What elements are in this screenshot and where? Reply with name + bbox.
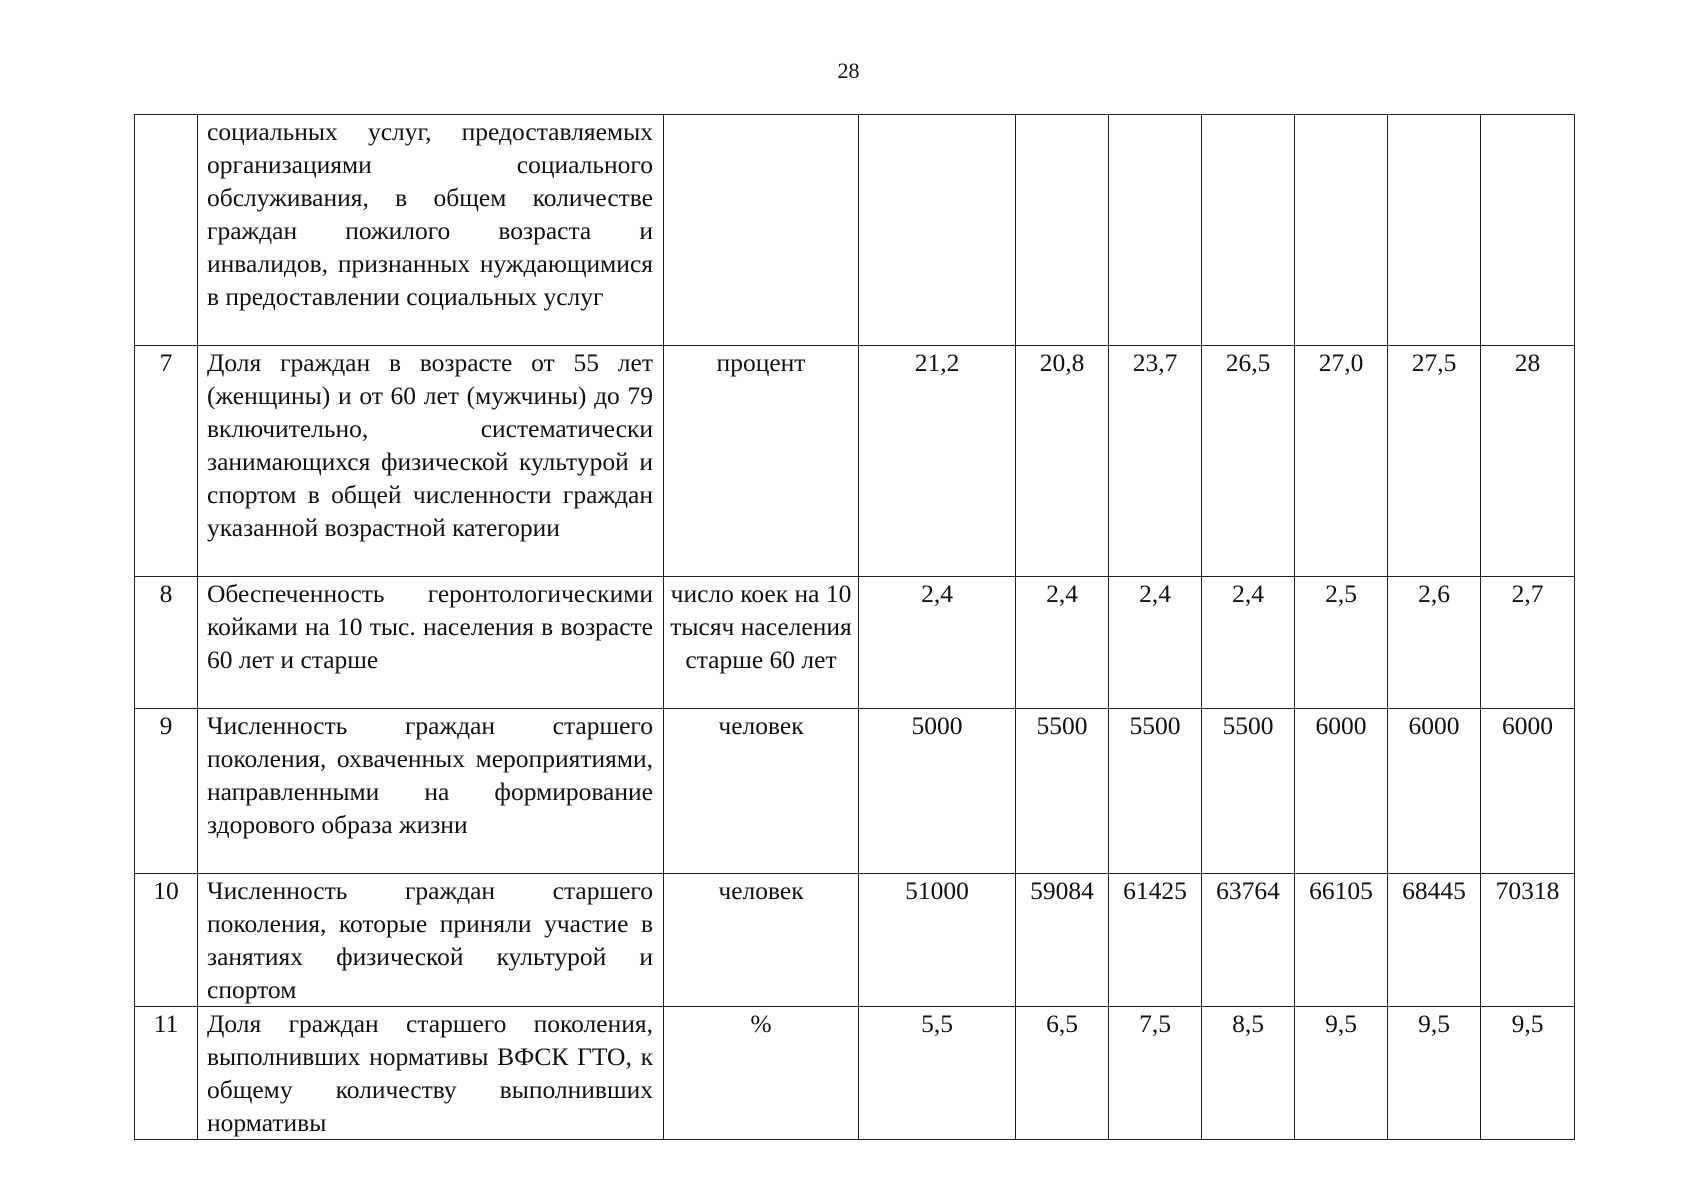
row-number-cell: 10: [135, 874, 198, 1007]
value-cell: [1388, 115, 1481, 346]
value-cell: 2,6: [1388, 577, 1481, 709]
value-cell: 2,5: [1295, 577, 1388, 709]
indicator-name-cell: [198, 709, 664, 874]
value-cell: 5000: [859, 709, 1016, 874]
value-cell: 2,4: [859, 577, 1016, 709]
value-cell: 2,7: [1481, 577, 1575, 709]
value-cell: 28: [1481, 346, 1575, 577]
value-cell: 2,4: [1016, 577, 1109, 709]
table-row: [135, 346, 1575, 577]
value-cell: 26,5: [1202, 346, 1295, 577]
unit-cell: %: [664, 1007, 859, 1140]
value-cell: 27,5: [1388, 346, 1481, 577]
table-row: [135, 874, 1575, 1007]
unit-cell: процент: [664, 346, 859, 577]
indicator-name: Доля граждан старшего поколения, выполнивших нормативы ВФСК ГТО, к общему количеству выполнивших нормативы: [207, 1009, 653, 1137]
row-number-cell: 8: [135, 577, 198, 709]
value-cell: 5,5: [859, 1007, 1016, 1140]
indicator-name-cell: [198, 1007, 664, 1140]
table-row: [135, 709, 1575, 874]
value-cell: 6,5: [1016, 1007, 1109, 1140]
row-number-cell: 9: [135, 709, 198, 874]
value-cell: [1109, 115, 1202, 346]
value-cell: 2,4: [1202, 577, 1295, 709]
value-cell: 6000: [1481, 709, 1575, 874]
table-row: [135, 577, 1575, 709]
value-cell: [1202, 115, 1295, 346]
value-cell: 70318: [1481, 874, 1575, 1007]
value-cell: 5500: [1109, 709, 1202, 874]
unit-cell: человек: [664, 709, 859, 874]
value-cell: 20,8: [1016, 346, 1109, 577]
indicator-name-cell: [198, 577, 664, 709]
value-cell: 27,0: [1295, 346, 1388, 577]
row-number-cell: 11: [135, 1007, 198, 1140]
value-cell: [859, 115, 1016, 346]
indicators-table: [134, 114, 1575, 1140]
table-row: [135, 115, 1575, 346]
unit-cell: [664, 115, 859, 346]
unit-cell: человек: [664, 874, 859, 1007]
value-cell: 23,7: [1109, 346, 1202, 577]
value-cell: 51000: [859, 874, 1016, 1007]
indicator-name-cell: [198, 874, 664, 1007]
indicator-name: Численность граждан старшего поколения, которые приняли участие в занятиях физической культурой и спортом: [207, 876, 653, 1004]
page-number: 28: [837, 58, 860, 83]
value-cell: 7,5: [1109, 1007, 1202, 1140]
value-cell: 63764: [1202, 874, 1295, 1007]
value-cell: 68445: [1388, 874, 1481, 1007]
row-number-cell: [135, 115, 198, 346]
value-cell: [1016, 115, 1109, 346]
value-cell: 2,4: [1109, 577, 1202, 709]
indicator-name: Обеспеченность геронтологическими койками на 10 тыс. населения в возрасте 60 лет и старше: [207, 579, 653, 674]
indicator-name-cell: [198, 346, 664, 577]
value-cell: 9,5: [1388, 1007, 1481, 1140]
value-cell: 21,2: [859, 346, 1016, 577]
value-cell: 61425: [1109, 874, 1202, 1007]
indicator-name: социальных услуг, предоставляемых организациями социального обслуживания, в общем количестве граждан пожилого возраста и инвалидов, признанных нуждающимися в предоставлении социальных услуг: [207, 117, 653, 311]
value-cell: 8,5: [1202, 1007, 1295, 1140]
value-cell: [1481, 115, 1575, 346]
value-cell: 6000: [1388, 709, 1481, 874]
value-cell: 66105: [1295, 874, 1388, 1007]
value-cell: 5500: [1202, 709, 1295, 874]
value-cell: 5500: [1016, 709, 1109, 874]
value-cell: [1295, 115, 1388, 346]
value-cell: 6000: [1295, 709, 1388, 874]
unit-cell: число коек на 10 тысяч населения старше 60 лет: [664, 577, 859, 709]
indicator-name: Доля граждан в возрасте от 55 лет (женщины) и от 60 лет (мужчины) до 79 включительно, систематически занимающихся физической культурой и спортом в общей численности граждан указанной возрастной категории: [207, 348, 653, 542]
value-cell: 59084: [1016, 874, 1109, 1007]
indicator-name: Численность граждан старшего поколения, охваченных мероприятиями, направленными на формирование здорового образа жизни: [207, 711, 653, 839]
value-cell: 9,5: [1481, 1007, 1575, 1140]
indicator-name-cell: [198, 115, 664, 346]
table-row: [135, 1007, 1575, 1140]
value-cell: 9,5: [1295, 1007, 1388, 1140]
row-number-cell: 7: [135, 346, 198, 577]
